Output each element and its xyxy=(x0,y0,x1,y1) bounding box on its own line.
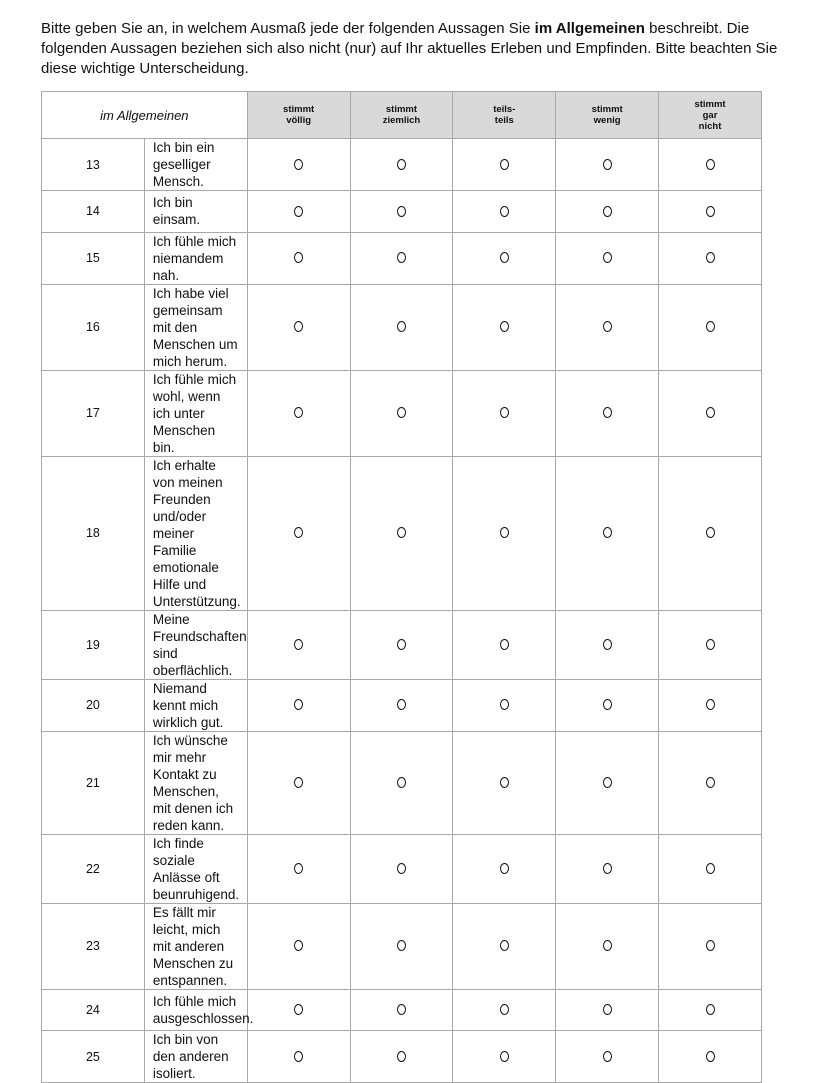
option-header-5: stimmt gar nicht xyxy=(659,92,762,139)
answer-option-5[interactable] xyxy=(706,252,715,263)
answer-cell xyxy=(556,456,659,610)
question-statement: Niemand kennt mich wirklich gut. xyxy=(144,679,247,731)
answer-cell xyxy=(350,834,453,903)
answer-cell xyxy=(659,370,762,456)
answer-option-4[interactable] xyxy=(603,863,612,874)
answer-option-5[interactable] xyxy=(706,777,715,788)
answer-option-1[interactable] xyxy=(294,940,303,951)
answer-cell xyxy=(453,903,556,989)
answer-cell xyxy=(247,679,350,731)
question-statement: Ich fühle mich niemandem nah. xyxy=(144,232,247,284)
answer-option-2[interactable] xyxy=(397,206,406,217)
question-statement: Ich finde soziale Anlässe oft beunruhigend. xyxy=(144,834,247,903)
answer-cell xyxy=(453,284,556,370)
answer-option-4[interactable] xyxy=(603,777,612,788)
answer-cell xyxy=(453,139,556,191)
answer-option-2[interactable] xyxy=(397,863,406,874)
answer-cell xyxy=(453,191,556,233)
question-statement: Ich fühle mich wohl, wenn ich unter Menschen bin. xyxy=(144,370,247,456)
answer-option-1[interactable] xyxy=(294,252,303,263)
question-statement: Ich bin ein geselliger Mensch. xyxy=(144,139,247,191)
answer-option-5[interactable] xyxy=(706,527,715,538)
question-number: 17 xyxy=(42,370,145,456)
answer-cell xyxy=(247,903,350,989)
answer-cell xyxy=(556,370,659,456)
answer-cell xyxy=(453,834,556,903)
question-row xyxy=(42,232,762,284)
answer-cell xyxy=(659,1031,762,1083)
question-row xyxy=(42,679,762,731)
answer-option-3[interactable] xyxy=(500,527,509,538)
answer-cell xyxy=(453,610,556,679)
answer-option-2[interactable] xyxy=(397,777,406,788)
answer-option-2[interactable] xyxy=(397,1004,406,1015)
question-number: 14 xyxy=(42,191,145,233)
answer-option-1[interactable] xyxy=(294,407,303,418)
question-statement: Es fällt mir leicht, mich mit anderen Menschen zu entspannen. xyxy=(144,903,247,989)
answer-option-5[interactable] xyxy=(706,206,715,217)
answer-option-3[interactable] xyxy=(500,206,509,217)
question-statement: Ich bin einsam. xyxy=(144,191,247,233)
option-header-2: stimmt ziemlich xyxy=(350,92,453,139)
answer-cell xyxy=(659,989,762,1031)
answer-cell xyxy=(453,1031,556,1083)
answer-cell xyxy=(247,139,350,191)
intro-text-start: Bitte geben Sie an, in welchem Ausmaß jede der folgenden Aussagen Sie xyxy=(41,20,535,37)
answer-cell xyxy=(350,610,453,679)
question-statement: Ich fühle mich ausgeschlossen. xyxy=(144,989,247,1031)
answer-option-2[interactable] xyxy=(397,252,406,263)
question-statement: Ich wünsche mir mehr Kontakt zu Menschen, mit denen ich reden kann. xyxy=(144,731,247,834)
answer-option-3[interactable] xyxy=(500,159,509,170)
answer-option-3[interactable] xyxy=(500,1004,509,1015)
answer-option-3[interactable] xyxy=(500,1051,509,1062)
question-row xyxy=(42,834,762,903)
answer-option-2[interactable] xyxy=(397,321,406,332)
intro-emphasis: im Allgemeinen xyxy=(534,20,645,37)
answer-cell xyxy=(659,731,762,834)
answer-option-4[interactable] xyxy=(603,321,612,332)
answer-option-4[interactable] xyxy=(603,206,612,217)
table-title: im Allgemeinen xyxy=(42,92,248,139)
answer-cell xyxy=(350,139,453,191)
answer-cell xyxy=(350,284,453,370)
answer-option-1[interactable] xyxy=(294,527,303,538)
answer-option-1[interactable] xyxy=(294,777,303,788)
answer-option-1[interactable] xyxy=(294,159,303,170)
answer-cell xyxy=(556,1031,659,1083)
option-header-1: stimmt völlig xyxy=(247,92,350,139)
answer-option-1[interactable] xyxy=(294,321,303,332)
question-row xyxy=(42,191,762,233)
answer-cell xyxy=(350,232,453,284)
question-statement: Ich erhalte von meinen Freunden und/oder meiner Familie emotionale Hilfe und Unterstützung. xyxy=(144,456,247,610)
question-statement: Ich bin von den anderen isoliert. xyxy=(144,1031,247,1083)
answer-cell xyxy=(659,679,762,731)
answer-cell xyxy=(247,731,350,834)
intro-paragraph xyxy=(41,19,781,79)
answer-cell xyxy=(556,989,659,1031)
question-row xyxy=(42,1031,762,1083)
answer-cell xyxy=(659,232,762,284)
answer-cell xyxy=(350,903,453,989)
answer-cell xyxy=(350,191,453,233)
answer-option-2[interactable] xyxy=(397,407,406,418)
answer-option-5[interactable] xyxy=(706,159,715,170)
answer-option-4[interactable] xyxy=(603,159,612,170)
question-number: 21 xyxy=(42,731,145,834)
question-number: 23 xyxy=(42,903,145,989)
question-row xyxy=(42,731,762,834)
answer-cell xyxy=(453,456,556,610)
answer-option-4[interactable] xyxy=(603,252,612,263)
answer-cell xyxy=(659,284,762,370)
question-number: 13 xyxy=(42,139,145,191)
answer-cell xyxy=(350,1031,453,1083)
answer-option-2[interactable] xyxy=(397,1051,406,1062)
answer-option-5[interactable] xyxy=(706,407,715,418)
answer-option-1[interactable] xyxy=(294,1004,303,1015)
answer-cell xyxy=(556,139,659,191)
answer-cell xyxy=(556,610,659,679)
answer-cell xyxy=(247,456,350,610)
answer-cell xyxy=(453,731,556,834)
answer-cell xyxy=(556,834,659,903)
answer-option-3[interactable] xyxy=(500,252,509,263)
answer-option-1[interactable] xyxy=(294,206,303,217)
answer-cell xyxy=(453,370,556,456)
answer-cell xyxy=(350,731,453,834)
answer-cell xyxy=(659,834,762,903)
answer-option-2[interactable] xyxy=(397,527,406,538)
answer-cell xyxy=(556,731,659,834)
answer-cell xyxy=(556,679,659,731)
answer-option-5[interactable] xyxy=(706,321,715,332)
header-row xyxy=(42,92,762,139)
answer-cell xyxy=(350,370,453,456)
answer-option-1[interactable] xyxy=(294,863,303,874)
answer-option-3[interactable] xyxy=(500,777,509,788)
answer-option-5[interactable] xyxy=(706,699,715,710)
answer-cell xyxy=(350,679,453,731)
answer-option-3[interactable] xyxy=(500,940,509,951)
answer-cell xyxy=(453,989,556,1031)
question-number: 25 xyxy=(42,1031,145,1083)
answer-option-4[interactable] xyxy=(603,699,612,710)
answer-option-3[interactable] xyxy=(500,639,509,650)
answer-option-2[interactable] xyxy=(397,699,406,710)
answer-option-5[interactable] xyxy=(706,863,715,874)
answer-cell xyxy=(247,370,350,456)
answer-cell xyxy=(350,456,453,610)
answer-option-2[interactable] xyxy=(397,159,406,170)
question-statement: Meine Freundschaften sind oberflächlich. xyxy=(144,610,247,679)
answer-cell xyxy=(453,232,556,284)
answer-cell xyxy=(247,989,350,1031)
answer-cell xyxy=(556,903,659,989)
answer-option-3[interactable] xyxy=(500,407,509,418)
answer-cell xyxy=(659,903,762,989)
question-statement: Ich habe viel gemeinsam mit den Menschen um mich herum. xyxy=(144,284,247,370)
answer-option-2[interactable] xyxy=(397,639,406,650)
answer-cell xyxy=(453,679,556,731)
answer-cell xyxy=(247,232,350,284)
answer-option-5[interactable] xyxy=(706,639,715,650)
answer-cell xyxy=(247,1031,350,1083)
question-number: 16 xyxy=(42,284,145,370)
answer-option-1[interactable] xyxy=(294,699,303,710)
question-number: 15 xyxy=(42,232,145,284)
answer-cell xyxy=(247,610,350,679)
option-header-3: teils- teils xyxy=(453,92,556,139)
answer-option-1[interactable] xyxy=(294,639,303,650)
answer-option-4[interactable] xyxy=(603,527,612,538)
answer-cell xyxy=(247,834,350,903)
intro-text-end: beschreibt. Die folgenden Aussagen beziehen sich also nicht (nur) auf Ihr aktuelles Erleben und Empfinden. Bitte beachten Sie diese wichtige Unterscheidung. xyxy=(41,20,778,77)
answer-option-1[interactable] xyxy=(294,1051,303,1062)
question-number: 18 xyxy=(42,456,145,610)
answer-cell xyxy=(556,284,659,370)
question-number: 22 xyxy=(42,834,145,903)
answer-cell xyxy=(659,139,762,191)
question-row xyxy=(42,610,762,679)
answer-option-4[interactable] xyxy=(603,639,612,650)
answer-cell xyxy=(659,191,762,233)
answer-option-3[interactable] xyxy=(500,863,509,874)
questionnaire-table xyxy=(41,91,762,1083)
question-row xyxy=(42,903,762,989)
answer-cell xyxy=(659,610,762,679)
answer-option-5[interactable] xyxy=(706,940,715,951)
answer-cell xyxy=(247,284,350,370)
question-number: 24 xyxy=(42,989,145,1031)
answer-cell xyxy=(556,232,659,284)
answer-cell xyxy=(247,191,350,233)
answer-cell xyxy=(659,456,762,610)
answer-cell xyxy=(350,989,453,1031)
answer-option-4[interactable] xyxy=(603,1051,612,1062)
answer-option-5[interactable] xyxy=(706,1004,715,1015)
answer-cell xyxy=(556,191,659,233)
question-row xyxy=(42,989,762,1031)
question-row xyxy=(42,139,762,191)
option-header-4: stimmt wenig xyxy=(556,92,659,139)
question-row xyxy=(42,370,762,456)
answer-option-3[interactable] xyxy=(500,699,509,710)
answer-option-5[interactable] xyxy=(706,1051,715,1062)
question-row xyxy=(42,456,762,610)
question-row xyxy=(42,284,762,370)
answer-option-4[interactable] xyxy=(603,407,612,418)
answer-option-2[interactable] xyxy=(397,940,406,951)
question-number: 20 xyxy=(42,679,145,731)
answer-option-4[interactable] xyxy=(603,940,612,951)
answer-option-3[interactable] xyxy=(500,321,509,332)
answer-option-4[interactable] xyxy=(603,1004,612,1015)
question-number: 19 xyxy=(42,610,145,679)
